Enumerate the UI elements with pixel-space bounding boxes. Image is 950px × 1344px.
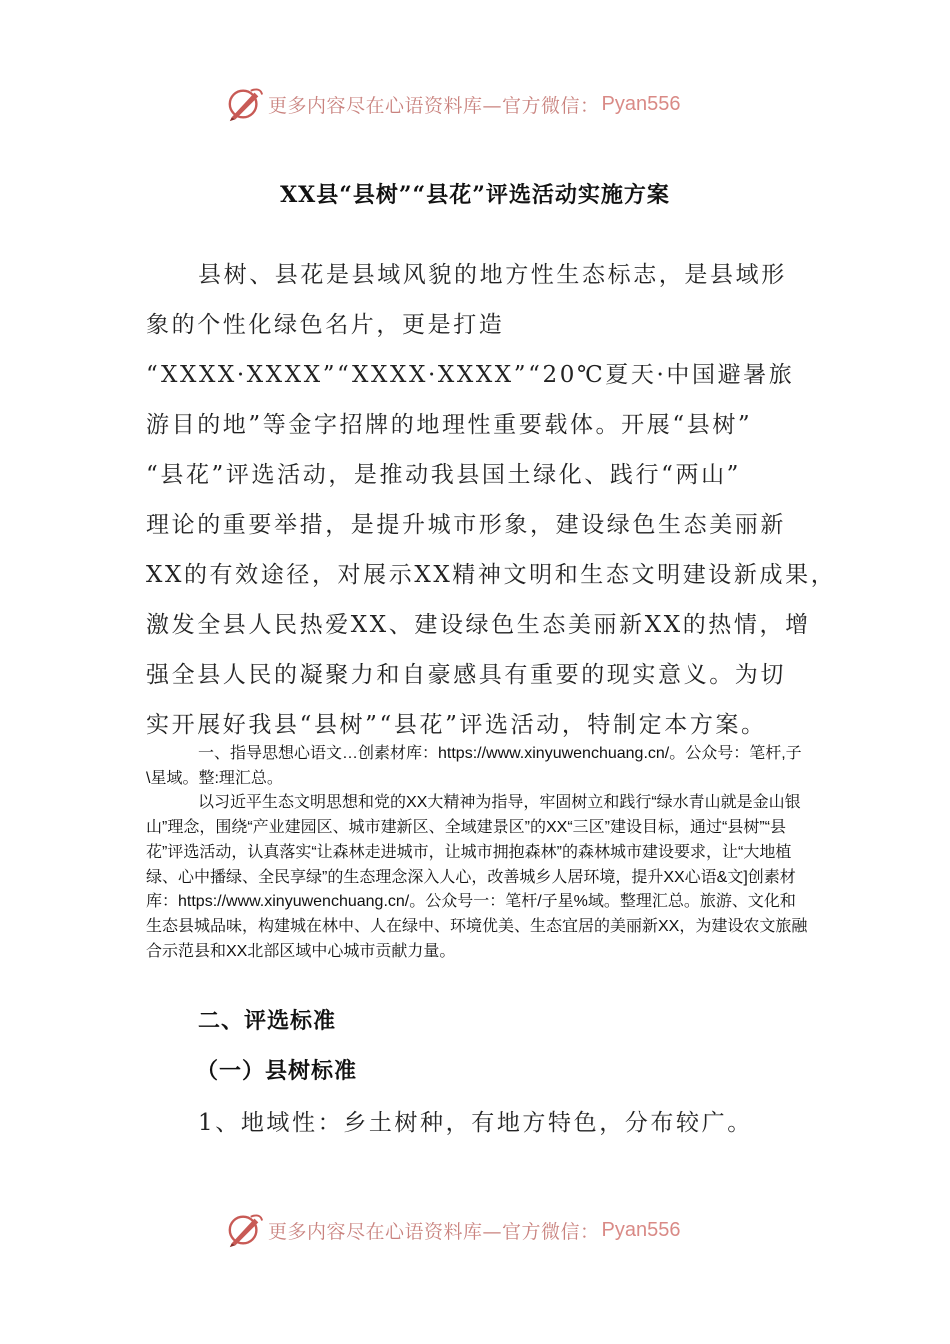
item-1: 1、地域性：乡土树种，有地方特色，分布较广。 bbox=[198, 1110, 753, 1136]
header-banner bbox=[226, 84, 680, 124]
intro-line-10: 实开展好我县“县树”“县花”评选活动，特制定本方案。 bbox=[146, 712, 767, 738]
intro-line-8: 激发全县人民热爱XX、建设绿色生态美丽新XX的热情，增 bbox=[146, 612, 811, 638]
intro-line-3: “XXXX·XXXX”“XXXX·XXXX”“20℃夏天·中国避暑旅 bbox=[146, 362, 795, 388]
document-title: XX县“县树”“县花”评选活动实施方案 bbox=[280, 182, 670, 208]
intro-line-7: XX的有效途径，对展示XX精神文明和生态文明建设新成果， bbox=[146, 562, 837, 588]
banner-wechat-id: Pyan556 bbox=[601, 1218, 681, 1241]
intro-line-6: 理论的重要举措，是提升城市形象，建设绿色生态美丽新 bbox=[146, 512, 786, 538]
subsection-heading: （一）县树标准 bbox=[196, 1058, 358, 1084]
pen-logo-icon bbox=[226, 85, 264, 123]
intro-line-5: “县花”评选活动，是推动我县国土绿化、践行“两山” bbox=[146, 462, 742, 488]
banner-text: 更多内容尽在心语资料库—官方微信： bbox=[268, 1220, 600, 1243]
pen-logo-icon bbox=[226, 1211, 264, 1249]
intro-line-1: 县树、县花是县域风貌的地方性生态标志，是县域形 bbox=[198, 262, 787, 288]
section2-heading: 二、评选标准 bbox=[198, 1008, 337, 1034]
banner-wechat-id: Pyan556 bbox=[601, 92, 681, 115]
intro-line-2: 象的个性化绿色名片，更是打造 bbox=[146, 312, 505, 338]
banner-text: 更多内容尽在心语资料库—官方微信： bbox=[268, 94, 600, 117]
intro-line-4: 游目的地”等金字招牌的地理性重要载体。开展“县树” bbox=[146, 412, 753, 438]
section1-body: 以习近平生态文明思想和党的XX大精神为指导，牢固树立和践行“绿水青山就是金山银山”理念，围绕“产业建园区、城市建新区、全域建景区”的XX“三区”建设目标，通过“县树”“县花”评选活动，认真落实“让森林走进城市，让城市拥抱森林”的森林城市建设要求，让“大地植绿、心中播绿、全民享绿”的生态理念深入人心，改善城乡人居环境，提升XX心语&文]创素材库：https://www.xinyuwenchuang.cn/。公众号一：笔杆/子星%域。整理汇总。旅游、文化和生态县城品味，构建城在林中、人在绿中、环境优美、生态宜居的美丽新XX，为建设农文旅融合示范县和XX北部区域中心城市贡献力量。 bbox=[146, 794, 808, 960]
section1-block bbox=[146, 742, 808, 964]
footer-banner bbox=[226, 1210, 680, 1250]
intro-line-9: 强全县人民的凝聚力和自豪感具有重要的现实意义。为切 bbox=[146, 662, 786, 688]
section1-heading: 一、指导思想心语文…创素材库：https://www.xinyuwenchuang.cn/。公众号：笔杆,子\星域。整:理汇总。 bbox=[146, 745, 802, 787]
